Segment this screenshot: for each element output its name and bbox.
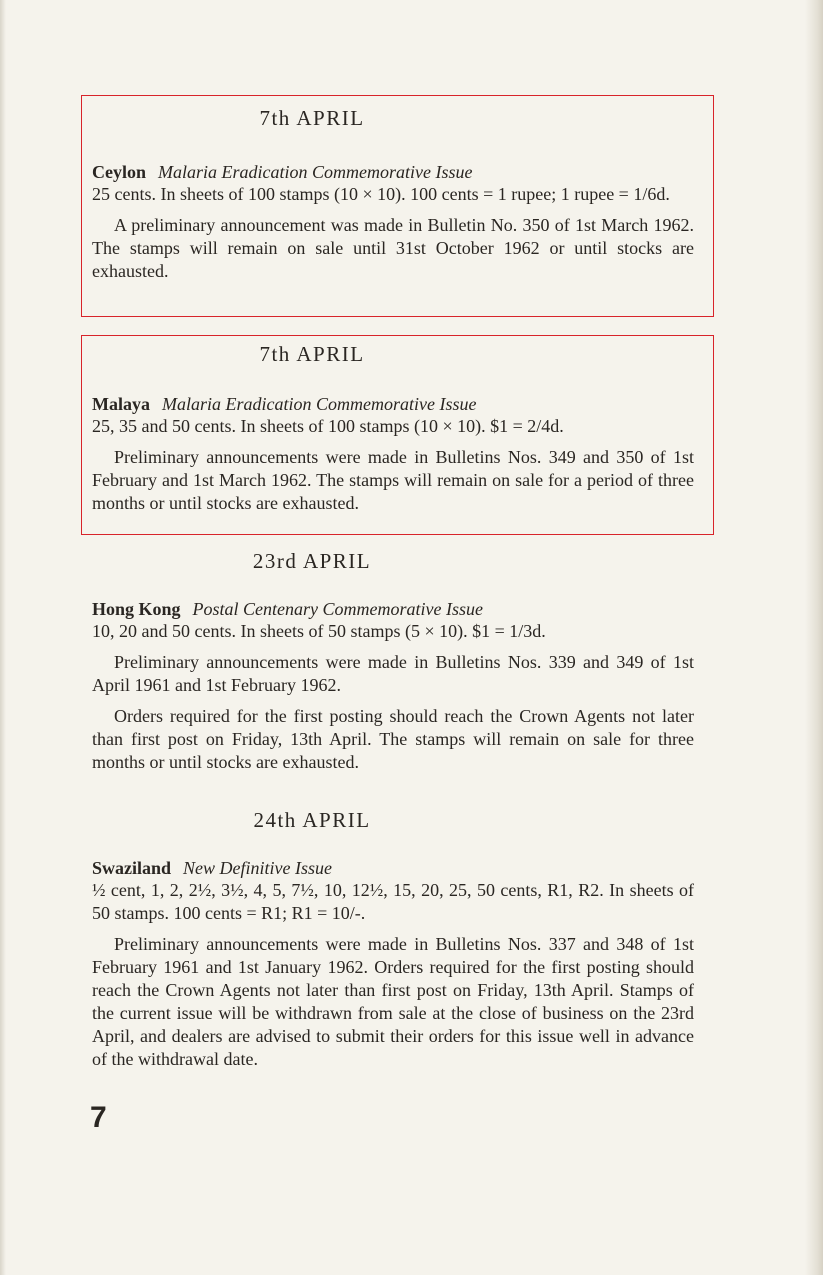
announcement-paragraph: Preliminary announcements were made in Bulletins Nos. 337 and 348 of 1st February 1961 and 1st January 1962. Orders required for the first posting should reach the Crown Agents not later than first post on Friday, 13th April. Stamps of the current issue will be withdrawn from sale at the close of business on the 23rd April, and dealers are advised to submit their orders for this issue well in advance of the withdrawal date. <box>92 934 694 1069</box>
entry-heading <box>92 857 694 879</box>
issue-details: 25, 35 and 50 cents. In sheets of 100 stamps (10 × 10). $1 = 2/4d. <box>92 416 564 436</box>
issue-details: 25 cents. In sheets of 100 stamps (10 × 10). 100 cents = 1 rupee; 1 rupee = 1/6d. <box>92 184 670 204</box>
date-heading: 7th APRIL <box>259 342 365 366</box>
announcement-paragraph: A preliminary announcement was made in Bulletin No. 350 of 1st March 1962. The stamps will remain on sale until 31st October 1962 or until stocks are exhausted. <box>92 215 694 281</box>
issue-name: Postal Centenary Commemorative Issue <box>192 599 483 619</box>
country-name: Ceylon <box>92 162 146 182</box>
page-edge-left <box>0 0 6 1275</box>
issue-name: Malaria Eradication Commemorative Issue <box>162 394 477 414</box>
page-edge-right <box>805 0 823 1275</box>
entry-swaziland <box>92 808 694 1071</box>
page-number: 7 <box>90 1101 107 1134</box>
announcement-paragraph: Preliminary announcements were made in Bulletins Nos. 349 and 350 of 1st February and 1st March 1962. The stamps will remain on sale for a period of three months or until stocks are exhausted. <box>92 447 694 513</box>
date-heading: 7th APRIL <box>259 106 365 130</box>
country-name: Malaya <box>92 394 150 414</box>
issue-name: Malaria Eradication Commemorative Issue <box>158 162 473 182</box>
entry-ceylon <box>92 106 694 283</box>
country-name: Hong Kong <box>92 599 181 619</box>
issue-details: 10, 20 and 50 cents. In sheets of 50 stamps (5 × 10). $1 = 1/3d. <box>92 621 546 641</box>
entry-malaya <box>92 342 694 515</box>
date-heading: 24th APRIL <box>253 808 371 832</box>
date-heading: 23rd APRIL <box>252 549 372 573</box>
issue-name: New Definitive Issue <box>183 858 332 878</box>
entry-heading <box>92 393 694 415</box>
announcement-paragraph: Preliminary announcements were made in Bulletins Nos. 339 and 349 of 1st April 1961 and 1st February 1962. <box>92 652 694 695</box>
entry-heading <box>92 161 694 183</box>
entry-heading <box>92 598 694 620</box>
orders-paragraph: Orders required for the first posting should reach the Crown Agents not later than first post on Friday, 13th April. The stamps will remain on sale for three months or until stocks are exhausted. <box>92 706 694 772</box>
country-name: Swaziland <box>92 858 172 878</box>
issue-details: ½ cent, 1, 2, 2½, 3½, 4, 5, 7½, 10, 12½, 15, 20, 25, 50 cents, R1, R2. In sheets of 50 stamps. 100 cents = R1; R1 = 10/-. <box>92 880 694 923</box>
entry-hong-kong <box>92 549 694 774</box>
